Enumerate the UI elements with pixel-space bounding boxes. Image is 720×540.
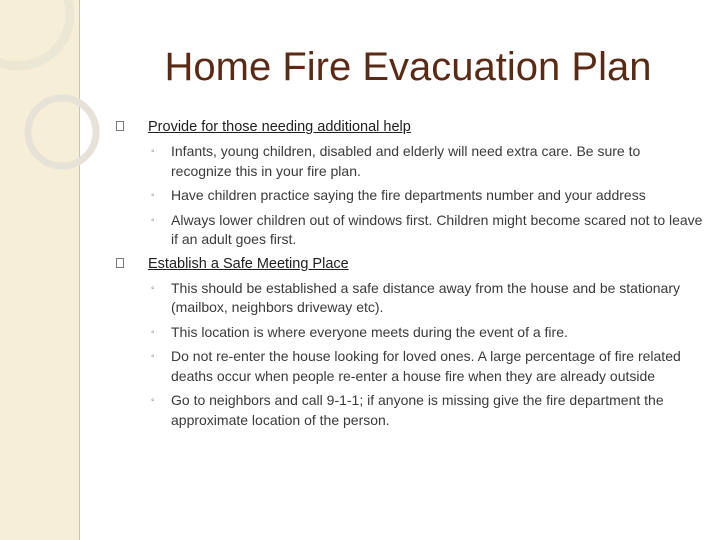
ring-bullet-icon: ◦ <box>151 326 155 338</box>
list-item <box>112 142 704 181</box>
ring-bullet-icon: ◦ <box>151 190 155 201</box>
sidebar-strip <box>0 0 80 540</box>
slide-title: Home Fire Evacuation Plan <box>164 45 652 89</box>
ring-bullet-icon: ◦ <box>151 395 155 406</box>
list-item <box>112 186 704 206</box>
slide-content <box>112 118 704 435</box>
section-heading-text: Establish a Safe Meeting Place <box>148 255 349 272</box>
section-help <box>112 118 704 250</box>
section-meeting-place <box>112 255 704 431</box>
ring-bullet-icon: ◦ <box>151 146 155 157</box>
ring-bullet-icon: ◦ <box>151 214 155 226</box>
list-item <box>112 323 704 343</box>
list-item <box>112 347 704 386</box>
ring-bullet-icon: ◦ <box>151 351 155 362</box>
list-item-text: Infants, young children, disabled and elderly will need extra care. Be sure to recognize this in your fire plan. <box>171 143 641 179</box>
list-item-text: This location is where everyone meets during the event of a fire. <box>171 323 568 340</box>
square-bullet-icon <box>116 258 124 268</box>
list-item <box>112 279 704 318</box>
section-heading <box>112 255 704 274</box>
section-heading <box>112 118 704 137</box>
section-heading-text: Provide for those needing additional help <box>148 119 411 135</box>
ring-bullet-icon: ◦ <box>151 282 155 294</box>
list-item-text: This should be established a safe distance away from the house and be stationary (mailbox, neighbors driveway etc). <box>171 279 680 315</box>
list-item-text: Go to neighbors and call 9-1-1; if anyone is missing give the fire department the approximate location of the person. <box>171 392 664 428</box>
square-bullet-icon <box>116 121 124 131</box>
list-item-text: Do not re-enter the house looking for loved ones. A large percentage of fire related deaths occur when people re-enter a house fire when they are already outside <box>171 348 681 384</box>
list-item-text: Have children practice saying the fire departments number and your address <box>171 187 646 203</box>
list-item-text: Always lower children out of windows first. Children might become scared not to leave if an adult goes first. <box>171 211 703 247</box>
list-item <box>112 211 704 250</box>
list-item <box>112 391 704 430</box>
